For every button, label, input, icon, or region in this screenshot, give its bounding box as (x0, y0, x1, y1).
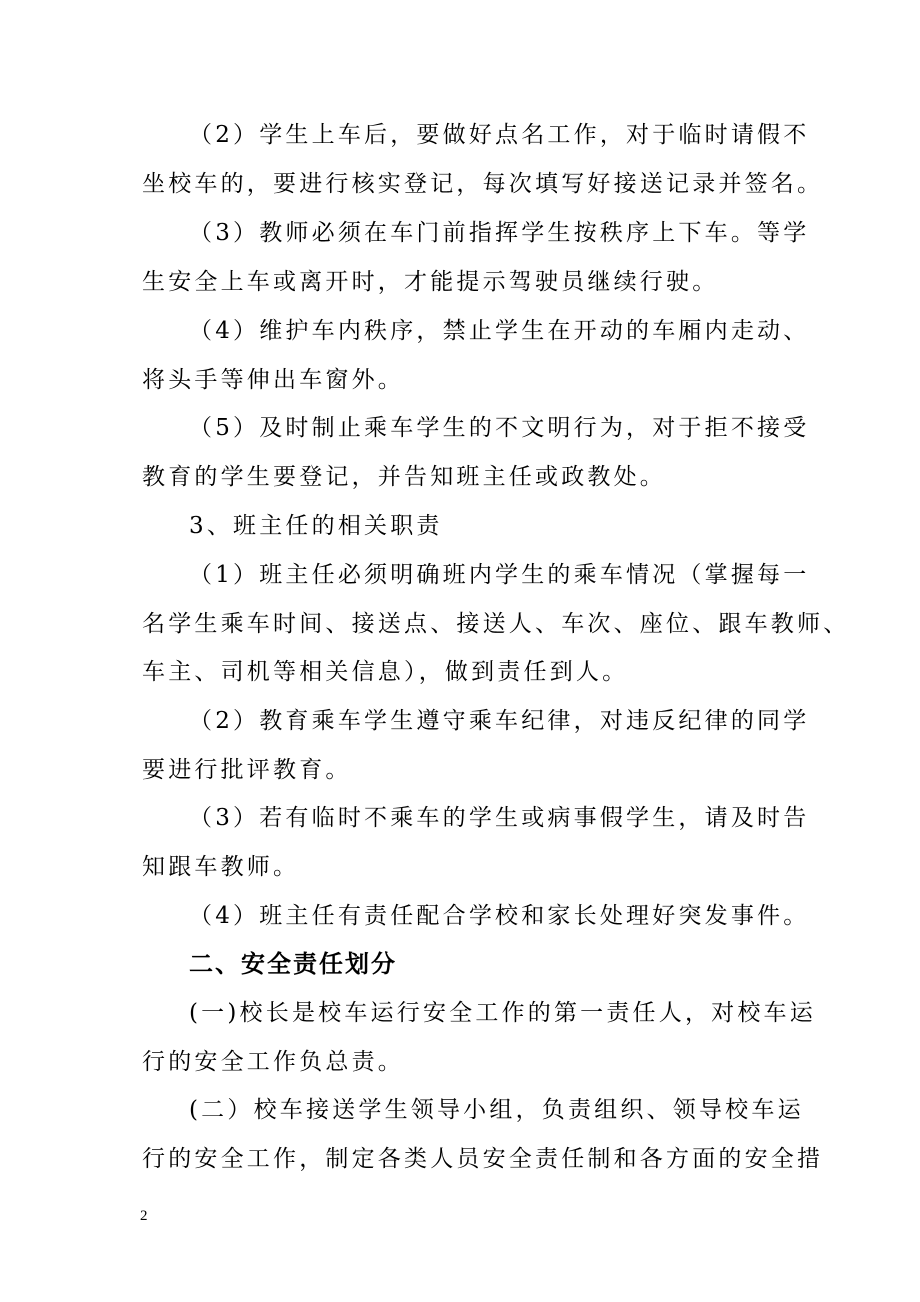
page-number: 2 (140, 1208, 148, 1224)
section-subheading: 3、班主任的相关职责 (189, 513, 443, 539)
paragraph-line: (一)校长是校车运行安全工作的第一责任人，对校车运 (189, 1000, 816, 1026)
paragraph-line: 行的安全工作负总责。 (142, 1049, 404, 1075)
paragraph-line: (二）校车接送学生领导小组，负责组织、领导校车运 (189, 1097, 804, 1123)
paragraph-line: 行的安全工作，制定各类人员安全责任制和各方面的安全措 (142, 1146, 824, 1172)
paragraph-line: （3）若有临时不乘车的学生或病事假学生，请及时告 (189, 805, 810, 831)
paragraph-line: （5）及时制止乘车学生的不文明行为，对于拒不接受 (189, 415, 810, 441)
paragraph-line: 车主、司机等相关信息），做到责任到人。 (142, 659, 629, 685)
paragraph-line: 知跟车教师。 (142, 854, 300, 880)
paragraph-line: （1）班主任必须明确班内学生的乘车情况（掌握每一 (189, 562, 810, 588)
paragraph-line: （4）班主任有责任配合学校和家长处理好突发事件。 (189, 903, 810, 929)
paragraph-line: 生安全上车或离开时，才能提示驾驶员继续行驶。 (142, 269, 719, 295)
paragraph-line: （3）教师必须在车门前指挥学生按秩序上下车。等学 (189, 220, 810, 246)
paragraph-line: 坐校车的，要进行核实登记，每次填写好接送记录并签名。 (142, 171, 824, 197)
paragraph-line: （2）学生上车后，要做好点名工作，对于临时请假不 (189, 122, 810, 148)
paragraph-line: 名学生乘车时间、接送点、接送人、车次、座位、跟车教师、 (142, 611, 850, 637)
paragraph-line: 教育的学生要登记，并告知班主任或政教处。 (142, 464, 666, 490)
paragraph-line: 将头手等伸出车窗外。 (142, 367, 404, 393)
paragraph-line: （2）教育乘车学生遵守乘车纪律，对违反纪律的同学 (189, 708, 810, 734)
paragraph-line: 要进行批评教育。 (142, 757, 352, 783)
paragraph-line: （4）维护车内秩序，禁止学生在开动的车厢内走动、 (189, 318, 810, 344)
section-heading: 二、安全责任划分 (189, 950, 397, 978)
